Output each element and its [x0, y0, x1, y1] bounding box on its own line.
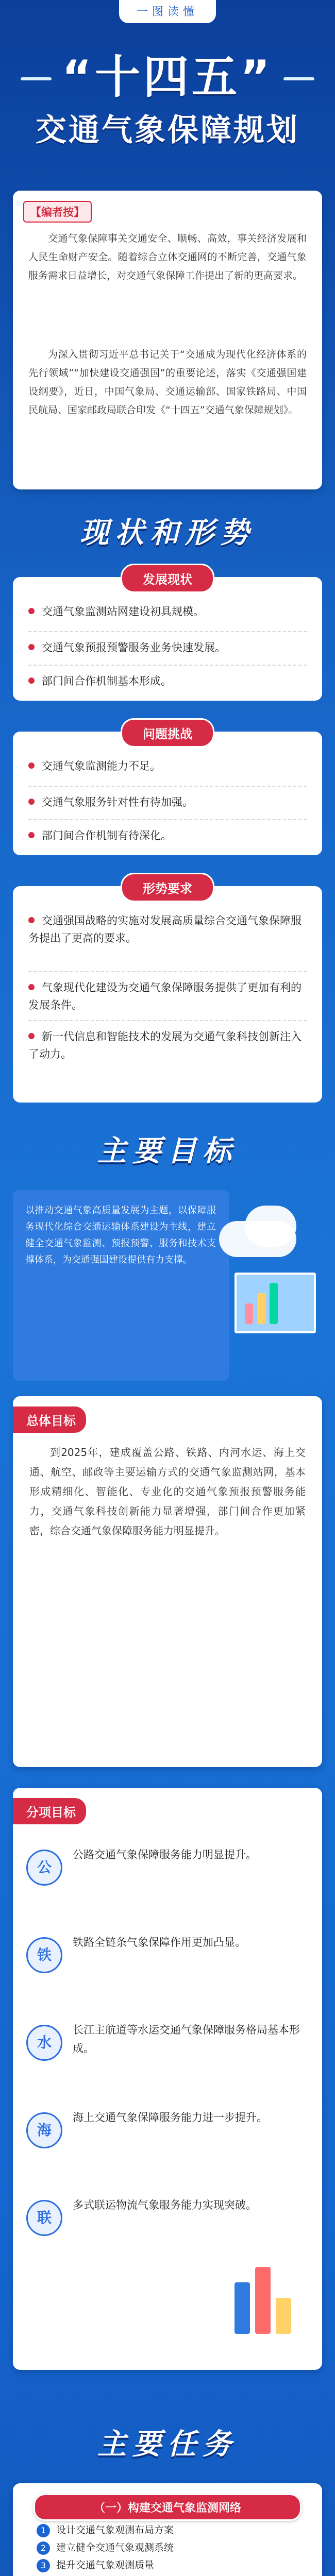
list-item: 部门间合作机制有待深化。 — [28, 827, 307, 844]
list-item: 气象现代化建设为交通气象保障服务提供了更加有利的发展条件。 — [28, 981, 301, 1011]
divider — [28, 971, 307, 972]
bullet-dot — [28, 644, 35, 650]
list-item: 交通气象监测能力不足。 — [28, 757, 307, 775]
status-fazhan-pill: 发展现状 — [121, 564, 214, 593]
list-item: 交通气象服务针对性有待加强。 — [28, 793, 307, 811]
split-goal-text: 公路交通气象保障服务能力明显提升。 — [73, 1849, 257, 1861]
overall-goal-label: 总体目标 — [13, 1406, 86, 1433]
chart-bar-icon — [255, 2267, 271, 2334]
list-item — [26, 2009, 309, 2076]
list-item: 新一代信息和智能技术的发展为交通气象科技创新注入了动力。 — [28, 1030, 301, 1060]
goals-intro-text: 以推动交通气象高质量发展为主题，以保障服务现代化综合交通运输体系建设为主线，建立健全交通气象监测、预报预警、服务和技术支撑体系，为交通强国建设提供有力支撑。 — [25, 1205, 216, 1265]
chart-bar-icon — [270, 1283, 278, 1324]
divider — [28, 665, 307, 666]
status-wenti-pill: 问题挑战 — [121, 718, 214, 748]
editor-note-card — [13, 191, 322, 489]
task-item: 3 提升交通气象观测质量 — [37, 2557, 307, 2573]
editor-note-label: 【编者按】 — [23, 201, 92, 223]
sea-icon: 海 — [26, 2112, 62, 2148]
status-xingshi-pill: 形势要求 — [121, 873, 214, 902]
chart-bar-icon — [245, 1303, 253, 1324]
divider — [28, 819, 307, 820]
goals-intro-panel — [13, 1190, 322, 1381]
split-goal-text: 铁路全链条气象保障作用更加凸显。 — [73, 1936, 246, 1948]
bullet-dot — [28, 984, 35, 990]
cloud-icon — [245, 1206, 296, 1247]
bullet-dot — [28, 677, 35, 684]
list-item — [26, 1834, 309, 1901]
bullet-dot — [28, 832, 35, 838]
divider — [28, 1020, 307, 1021]
status-fazhan-card — [13, 572, 322, 701]
section-title-status: 现状和形势 — [80, 516, 255, 550]
editor-para-2: 为深入贯彻习近平总书记关于“交通成为现代化经济体系的先行领域”“加快建设交通强国”的重要论述，落实《交通强国建设纲要》，近日，中国气象局、交通运输部、国家铁路局、中国民航局、国家邮政局联合印发《“十四五”交通气象保障规划》。 — [28, 349, 307, 416]
bullet-dot — [28, 1033, 35, 1039]
status-wenti-card — [13, 727, 322, 855]
logistics-icon: 联 — [26, 2200, 62, 2236]
overall-goal-card — [13, 1396, 322, 1767]
ship-icon: 水 — [26, 2025, 62, 2061]
list-item — [26, 2097, 309, 2164]
divider — [28, 631, 307, 632]
sub-title: 交通气象保障规划 — [36, 112, 299, 148]
list-item: 交通气象预报预警服务业务快速发展。 — [28, 639, 307, 656]
chart-bar-icon — [257, 1293, 265, 1324]
split-goals-card — [13, 1788, 322, 2370]
task-item: 1 设计交通气象观测布局方案 — [37, 2522, 307, 2538]
split-goal-text: 多式联运物流气象服务能力实现突破。 — [73, 2199, 257, 2211]
tasks-card — [13, 2483, 322, 2576]
split-goals-label: 分项目标 — [13, 1798, 86, 1824]
list-item: 交通气象监测站网建设初具规模。 — [28, 603, 307, 620]
status-xingshi-card — [13, 882, 322, 1103]
task-item: 2 建立健全交通气象观测系统 — [37, 2540, 307, 2555]
list-item: 交通强国战略的实施对发展高质量综合交通气象保障服务提出了更高的要求。 — [28, 914, 301, 944]
header — [0, 0, 335, 180]
bullet-dot — [28, 917, 35, 923]
split-goal-text: 海上交通气象保障服务能力进一步提升。 — [73, 2111, 267, 2124]
list-item — [26, 2184, 309, 2251]
bullet-dot — [28, 762, 35, 769]
main-title: “十四五” — [62, 50, 273, 104]
chart-bar-icon — [276, 2298, 291, 2334]
bullet-dot — [28, 608, 35, 614]
section-title-tasks: 主要任务 — [97, 2427, 238, 2461]
read-tag: 一图读懂 — [119, 0, 216, 23]
road-icon: 公 — [26, 1850, 62, 1886]
train-icon: 铁 — [26, 1937, 62, 1973]
divider — [28, 786, 307, 787]
editor-para-1: 交通气象保障事关交通安全、顺畅、高效，事关经济发展和人民生命财产安全。随着综合立体交通网的不断完善，交通气象服务需求日益增长，对交通气象保障工作提出了新的更高要求。 — [28, 233, 307, 281]
split-goal-text: 长江主航道等水运交通气象保障服务格局基本形成。 — [73, 2024, 300, 2055]
chart-bar-icon — [234, 2282, 250, 2334]
overall-goal-text: 到2025年，建成覆盖公路、铁路、内河水运、海上交通、航空、邮政等主要运输方式的交通气象监测站网，基本形成精细化、智能化、专业化的交通气象预报预警服务能力，交通气象科技创新能力显著增强，部门间合作更加紧密，综合交通气象保障服务能力明显提升。 — [29, 1446, 306, 1537]
list-item: 部门间合作机制基本形成。 — [28, 672, 307, 690]
bullet-dot — [28, 799, 35, 805]
section-title-goals: 主要目标 — [97, 1134, 238, 1168]
list-item — [26, 1922, 309, 1989]
task-group-head: （一）构建交通气象监测网络 — [34, 2494, 301, 2521]
